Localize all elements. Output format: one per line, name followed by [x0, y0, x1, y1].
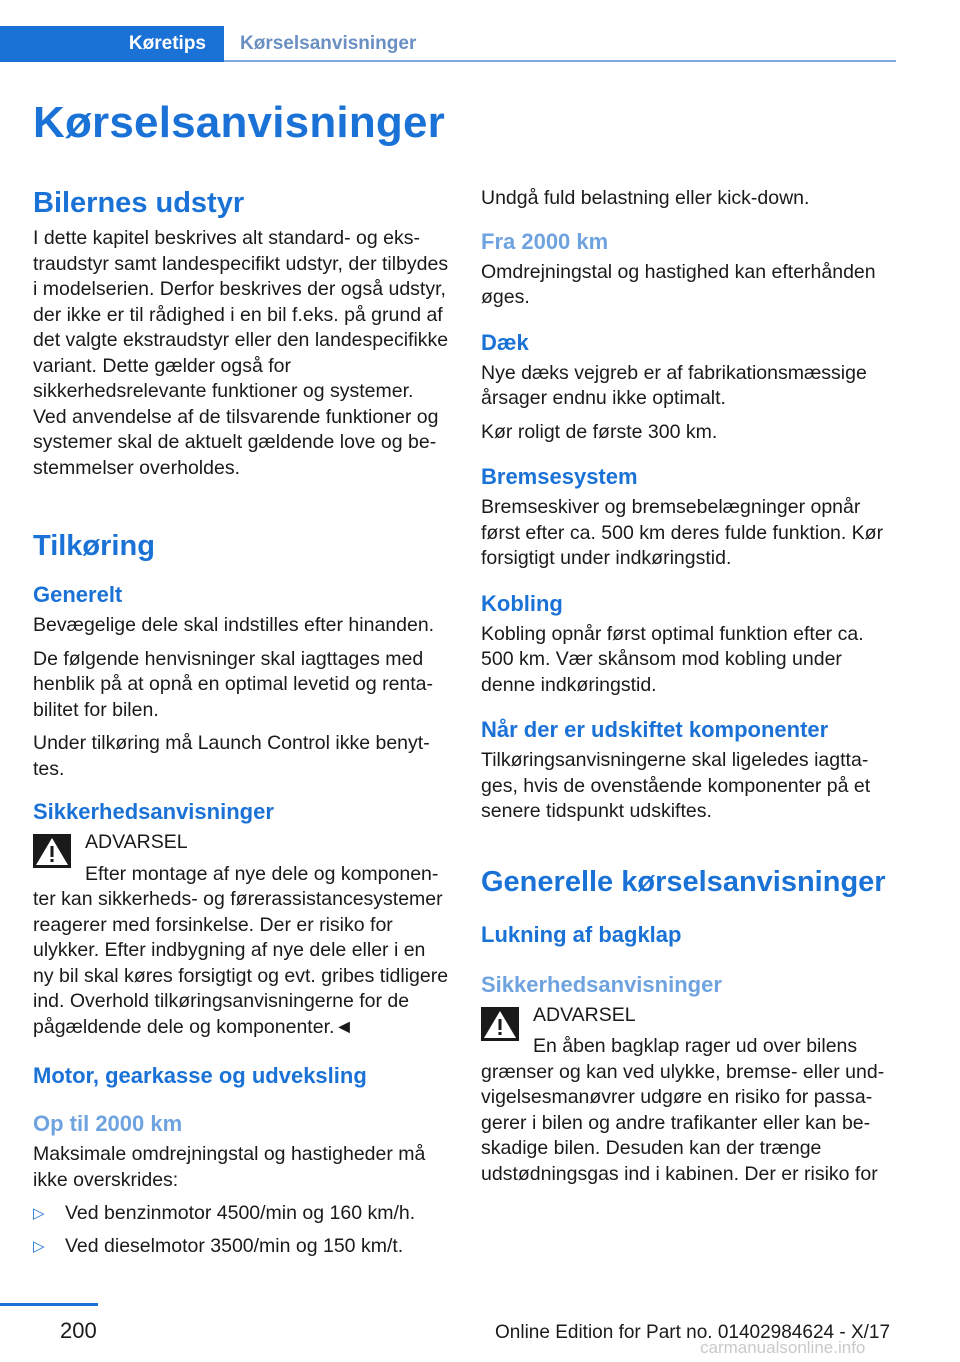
list-item	[33, 1201, 449, 1227]
subsection-title-bremse: Bremsesystem	[481, 464, 638, 489]
warning-triangle-icon	[33, 834, 71, 868]
warning-label: ADVARSEL	[85, 831, 188, 853]
paragraph: De følgende henvisninger skal iagttages med henblik på at opnå en optimal levetid og rentabilitet for bilen.	[33, 647, 434, 721]
subsection-title-daek: Dæk	[481, 329, 529, 355]
subsection-title-udskiftet: Når der er udskiftet komponenter	[481, 717, 829, 742]
warning-triangle-icon	[481, 1007, 519, 1041]
paragraph: Bremseskiver og bremsebelægninger opnår først efter ca. 500 km deres fulde funktion. Kør forsigtigt under indkøringstid.	[481, 496, 884, 569]
section-title-tilkoering: Tilkøring	[33, 530, 155, 562]
paragraph: Undgå fuld belastning eller kick-down.	[481, 187, 810, 209]
subsubsection-title-op-til: Op til 2000 km	[33, 1111, 183, 1136]
warning-text: Efter montage af nye dele og komponenter kan sikkerheds- og førerassistancesystemer reagerer med forsinkelse. Der er risiko for ulykker. Efter indbygning af nye dele eller i en ny bil skal køres forsigtigt og evt. gribes tidligere ind. Overhold tilkøringsanvisningerne for de pågældende dele og komponenter.◄	[33, 862, 449, 1038]
paragraph: Bevægelige dele skal indstilles efter hinanden.	[33, 614, 435, 636]
paragraph: Tilkøringsanvisningerne skal ligeledes iagttages, hvis de ovenstående komponenter på et senere tidspunkt udskiftes.	[481, 749, 871, 822]
subsection-title-sikkerhed: Sikkerhedsanvisninger	[33, 799, 274, 824]
header-bar	[0, 26, 960, 62]
section-title-udstyr: Bilernes udstyr	[33, 187, 245, 219]
bullet-list	[33, 1201, 449, 1259]
list-item-text: Ved dieselmotor 3500/min og 150 km/t.	[65, 1234, 404, 1257]
bullet-triangle-icon: ▷	[33, 1205, 45, 1222]
footer-accent-line	[0, 1303, 98, 1306]
tab-koeretips-label: Køretips	[128, 33, 206, 54]
subsection-title-motor: Motor, gearkasse og udveksling	[33, 1063, 367, 1088]
paragraph: Maksimale omdrejningstal og hastigheder må ikke overskrides:	[33, 1143, 426, 1191]
right-column	[481, 186, 897, 1195]
warning-label: ADVARSEL	[533, 1003, 636, 1026]
bullet-triangle-icon: ▷	[33, 1237, 45, 1255]
warning-block	[481, 1003, 897, 1029]
subsection-title-generelt: Generelt	[33, 582, 123, 607]
subsubsection-title-sikkerhed: Sikkerhedsanvisninger	[481, 971, 722, 997]
tab-koerselsanvisninger[interactable]	[240, 26, 416, 62]
paragraph: Nye dæks vejgreb er af fabrikationsmæssige årsager endnu ikke optimalt.	[481, 361, 867, 409]
section-title-generelle: Generelle kørselsanvisninger	[481, 865, 886, 898]
page-title: Kørselsanvisninger	[33, 98, 445, 147]
paragraph: Omdrejningstal og hastighed kan efterhånden øges.	[481, 260, 876, 308]
paragraph: Kør roligt de første 300 km.	[481, 420, 718, 443]
subsubsection-title-fra: Fra 2000 km	[481, 228, 609, 254]
warning-text: En åben bagklap rager ud over bilens grænser og kan ved ulykke, bremse- eller undvigelsesmanøvrer udgøre en risiko for passagerer i bilen og andre trafikanter eller kan beskadige bilen. Desuden kan der trænge udstødningsgas ind i kabinen. Der er risiko for	[481, 1035, 885, 1185]
subsection-title-bagklap: Lukning af bagklap	[481, 921, 682, 947]
warning-block	[33, 830, 449, 856]
list-item-text: Ved benzinmotor 4500/min og 160 km/h.	[65, 1202, 416, 1224]
page-number: 200	[60, 1318, 97, 1343]
paragraph: I dette kapitel beskrives alt standard- og ekstraudstyr samt landespecifikt udstyr, der tilbydes i modelserien. Derfor beskrives der også udstyr, der ikke er til rådighed i en bil f.eks. på grund af det valgte ekstraudstyr eller den landespecifikke variant. Dette gælder også for sikkerhedsrelevante funktioner og systemer. Ved anvendelse af de tilsvarende funktioner og systemer skal de aktuelt gældende love og bestemmelser overholdes.	[33, 227, 449, 479]
list-item	[33, 1234, 449, 1260]
subsection-title-kobling: Kobling	[481, 590, 563, 616]
watermark: carmanualsonline.info	[700, 1338, 866, 1357]
edition-text: Online Edition for Part no. 01402984624 - X/17	[495, 1322, 891, 1343]
left-column	[33, 186, 449, 1266]
tab-koerselsanvisninger-label: Kørselsanvisninger	[240, 33, 417, 54]
paragraph: Kobling opnår først optimal funktion efter ca. 500 km. Vær skånsom mod kobling under denne indkøringstid.	[481, 622, 864, 696]
header-divider	[224, 60, 896, 62]
paragraph: Under tilkøring må Launch Control ikke benyttes.	[33, 732, 430, 780]
tab-koeretips[interactable]	[0, 26, 224, 62]
